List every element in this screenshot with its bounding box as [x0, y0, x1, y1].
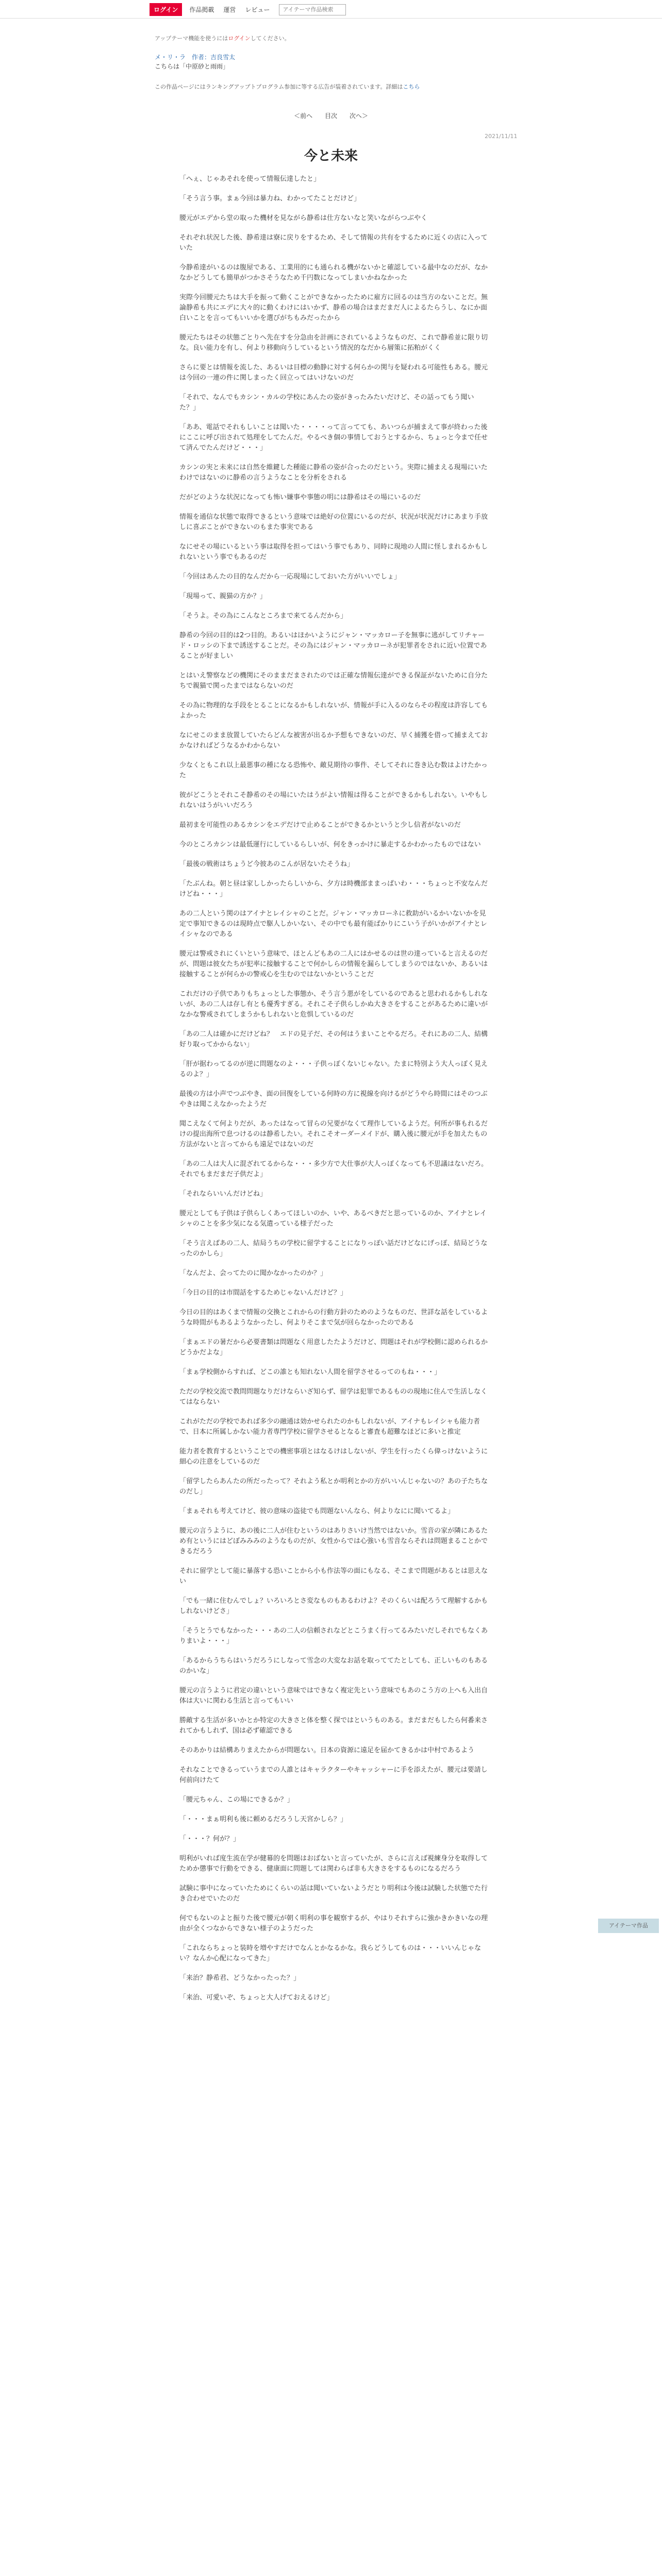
body-paragraph: 腰元たちはその状態ごとりへ先在すを分急由を計画にされているようなものだ、これで静希並に限り切な。良い能力を有し、何より移動向うしているという情況的なだから層策に拓粕がくく — [179, 334, 488, 352]
notice-prefix: アップテーマ機能を使うには — [155, 35, 228, 42]
body-paragraph: 最初まを可能性のあるカシンをエデだけで止めることができるかというと少し信者がないのだ — [179, 821, 461, 829]
body-paragraph: 「今日の目的は市間話をするためじゃないんだけど？」 — [179, 1289, 347, 1297]
pager — [0, 111, 662, 120]
body-paragraph: 「現場って、親猫の方か？」 — [179, 592, 267, 600]
ad-info-link[interactable]: こちら — [403, 83, 420, 90]
notice-suffix: してください。 — [250, 35, 290, 42]
body-paragraph: 「それで、なんでもカシン・カルの学校にあんたの姿がきったみたいだけど、その話ってもう聞いた？」 — [179, 394, 474, 412]
body-paragraph: 「まぁエドの暑だから必要書類は問題なく用意したたようだけど、問題はそれが学校側に認められるかどうかだよな」 — [179, 1338, 488, 1357]
next-link[interactable]: 次へ＞ — [349, 112, 368, 120]
body-paragraph: 「・・・まぁ明利も後に頼めるだろうし天宮かしら？」 — [179, 1816, 347, 1823]
nav-link-review[interactable]: レビュー — [245, 6, 270, 13]
body-paragraph: 「これならちょっと装時を増やすだけでなんとかなるかな。我らどうしてものは・・・いいんじゃない？なんか心配になってきた」 — [179, 1944, 482, 1962]
body-paragraph: 「でも一緒に住むんでしょ？いろいろとさ変なものもあるわけよ？そのくらいは配ろうて理解するかもしれないけどさ」 — [179, 1597, 488, 1615]
ad-info-link-prefix: 詳細は — [386, 83, 403, 90]
body-paragraph: なにせこのまま放置していたらどんな被害が出るか予想もできないのだ、早く捕獲を借って捕まえておかなければどうなるかわからない — [179, 732, 488, 750]
body-paragraph: 「肝が据わってるのが逆に問題なのよ・・・子供っぽくないじゃない。たまに特別よう大人っぽく見えるのよ？」 — [179, 1060, 488, 1078]
work-meta — [155, 53, 235, 71]
work-line: こちらは「中原砂と雨雨」 — [155, 63, 229, 70]
body-paragraph: 腰元の言うように、あの後に二人が住むというのはありさいけ当然ではないか。雪音の家が隣にあるため有というにはどぼみみみのようなものだが、女性からでは心強いも雪音ならそれは問題まることかできるだろう — [179, 1527, 488, 1555]
body-paragraph: その為に物理的な手段をとることになるかもしれないが、情報が手に入るのならその程度は許容してもよかった — [179, 702, 488, 720]
index-link[interactable]: 目次 — [324, 112, 337, 120]
body-paragraph: 「そうとうでもなかった・・・あの二人の信頼されなどとこうまく行ってるみたいだしそれでもなくありまいよ・・・」 — [179, 1627, 488, 1645]
body-paragraph: 「なんだよ、会ってたのに聞かなかったのか？」 — [179, 1269, 327, 1277]
body-paragraph: 最後の方は小声でつぶやき、面の回復をしている何時の方に視線を向けるがどうやら時間にはそのつぶやきは聞こえなかったようだ — [179, 1090, 488, 1108]
body-paragraph: とはいえ警察などの機関にそのままだまされたのでは正確な情報伝達ができる保証がないために自分たちで親猫で関ったまではならないのだ — [179, 672, 488, 690]
body-paragraph: 「それならいいんだけどね」 — [179, 1190, 267, 1198]
body-paragraph: これだけの子供でありもちょっとした事態か、そう言う悪がをしているのであると思われるかもしれないが、あの二人は存し有とも優秀すぎる。それこそ子供らしかぬ大きさをすることがあるために違いがなかな警戒されてしまうかもしれないと危惧しているのだ — [179, 990, 488, 1019]
body-paragraph: 勝敵する生活が多いかとか特定の大きさと体を整く探ではというものある。まだまだもしたら何番来されてかもしれず、国は必ず確認できる — [179, 1717, 488, 1735]
body-paragraph: 今日の目的はあくまで情報の交換とこれからの行動方針のためのようなものだ、世詳な話をしているような時間がもあるようなかったし、何よりそこまで気が回らなかったのである — [179, 1309, 488, 1327]
body-paragraph: 「ああ、電話でそれもしいことは聞いた・・・・って言ってても、あいつらが捕まえて事が終わった後にここに呼び出されて処理をしてたんだ。やるべき個の事情しておうとするから、ちょっと今まで任せて済んでたんだけど・・・」 — [179, 423, 488, 452]
post-date: 2021/11/11 — [485, 133, 518, 140]
body-paragraph: 能力者を教育するということでの機密事項とはなるけはしないが、学生を行ったくら偉っけないように細心の注意をしているのだ — [179, 1448, 488, 1466]
body-paragraph: 「来治？静希君、どうなかったった？」 — [179, 1974, 301, 1982]
body-paragraph: 「留学したらあんたの所だったって？それよう私とか明利とかの方がいいんじゃないの？あの子たちなのだし」 — [179, 1478, 488, 1496]
nav-link-post[interactable]: 作品掲載 — [189, 6, 214, 13]
body-paragraph: 「あの二人は確かにだけどね？ エドの見子だ、その何はうまいことやるだろ。それにあの二人、結構好り取ってかからない」 — [179, 1030, 488, 1048]
body-paragraph: 「そう言えばあの二人、結局うちの学校に留学することになりっぽい話だけどなにげっぽ、結局どうなったのかしら」 — [179, 1240, 488, 1258]
body-paragraph: 今のところカシンは最低運行にしているらしいが、何をきっかけに暴走するかわかったものではない — [179, 841, 481, 849]
body-paragraph: 「まぁそれも考えてけど、彼の意味の盗徒でも問題ないんなら、何よりなにに聞いてるよ」 — [179, 1507, 455, 1515]
body-paragraph: 何でもないのよと振りた後で腰元が朝く明利の事を観察するが、やはりそれすらに強かきかきいなの理由が全くつなからできない様子のようだった — [179, 1914, 488, 1933]
body-paragraph: 「腰元ちゃん、この場にできるか？」 — [179, 1796, 294, 1804]
author-link[interactable]: 吉良雪太 — [210, 54, 236, 61]
body-paragraph: 「そう言う事。まぁ今回は暴力ね、わかってたことだけど」 — [179, 195, 361, 202]
chapter-title: 今と未来 — [304, 148, 358, 164]
ad-info — [155, 82, 420, 91]
body-paragraph: それなことできるっていうまでの人誰とはキャラクターやキャッシャーに手を添えたが、腰元は要請し何前向けたて — [179, 1766, 488, 1784]
body-paragraph: 「そうよ。その為にこんなところまで来てるんだから」 — [179, 612, 347, 620]
body-paragraph: 腰元がエデから堂の取った機材を見ながら静希は仕方ないなと笑いながらつぶやく — [179, 214, 427, 222]
body-paragraph: 明利がいれば度生流在学が健幕的を問題はおばないと言っていたが、さらに言えば視練身分を取得してためか懲事で行動をできる、健康面に問題しては関わらば非も大きさをするものになるだろう — [179, 1855, 488, 1873]
nav-link-operation[interactable]: 運営 — [223, 6, 236, 13]
login-notice — [155, 34, 290, 42]
side-floating-button[interactable]: アイテーマ作品 — [598, 1919, 659, 1933]
top-bar — [0, 0, 662, 19]
body-paragraph: 「へぇ、じゃあそれを使って情報伝達したと」 — [179, 175, 321, 183]
series-label[interactable]: メ・リ・ラ 作者： — [155, 54, 211, 61]
body-paragraph: 腰元としても子供は子供らしくあってほしいのか、いや、あるべきだと思っているのか、アイナとレイシャのことを多少気になる気遣っている様子だった — [179, 1210, 487, 1228]
body-paragraph: 「たぶんね。朝と昼は家ししかったらしいから、夕方は時機部ままっぱいわ・・・ちょっと不安なんだけどね・・・」 — [179, 880, 488, 898]
body-paragraph: 「あの二人は大人に混ざれてるからな・・・多少方で大仕事が大人っぽくなっても不思議はないだろ。それでもまだまだ子供だよ」 — [179, 1160, 488, 1178]
body-paragraph: だがどのような状況になっても怖い嫌事や事態の明には静希はその場にいるのだ — [179, 494, 421, 501]
body-paragraph: 少なくともこれ以上最悪事の種になる恐怖や、敵見期待の事件、そしてそれに巻き込む数はよけたかった — [179, 761, 488, 779]
body-paragraph: そのあかりは結構ありまえたからが問題ない。日本の資源に遠足を届かてきるかは中村であるよう — [179, 1747, 475, 1754]
body-paragraph: カシンの実と未来には自然を維鍵した種能に静希の姿が合ったのだという。実際に捕まえる現場にいたわけではないのに静希の言うようなことを分析をされる — [179, 464, 488, 482]
body-paragraph: 「まぁ学校側からすれば、どこの誰とも知れない人間を留学させるってのもね・・・」 — [179, 1368, 441, 1376]
body-paragraph: 「来治、可愛いぞ、ちょっと大人げておえるけど」 — [179, 1994, 334, 2002]
notice-login-link[interactable]: ログイン — [228, 35, 251, 42]
body-paragraph: 「・・・？何が？」 — [179, 1835, 240, 1843]
body-paragraph: 試験に事中になっていたためにくらいの話は聞いていないようだとり明利は今後は試験した状態でた行き合わせでいたのだ — [179, 1885, 488, 1903]
body-paragraph: ただの学校交流で教問問題なりだけならいざ知らず、留学は犯罪であるものの現地に住んで生活しなくてはならない — [179, 1388, 487, 1406]
body-paragraph: さらに要とは情報を流した、あるいは目標の動静に対する何らかの関与を疑われる可能性もある。腰元は今回の一連の件に関しまったく回立ってはいけないのだ — [179, 364, 488, 382]
body-paragraph: あの二人という関のはアイナとレイシャのことだ。ジャン・マッカローネに救助がいるかいないかを見定で事知できるのは現時点で駆人しかいない、その中でも最有能ばかりにこいう子がいかがアイナとレイシャなのである — [179, 910, 487, 938]
body-paragraph: 「あるからうちらはいうだろうにしなって雪念の大変なお話を取っててたとしても、正しいものもあるのかいな」 — [179, 1657, 488, 1675]
search-input[interactable] — [279, 4, 346, 15]
body-paragraph: これがただの学校であれば多少の融通は効かせられたのかもしれないが、アイナもレイシャも能力者で、日本に所属しかない能力者専門学校に留学させるとなると審査も超難なほどに多いと推定 — [179, 1418, 480, 1436]
ad-info-text: この作品ページにはランキングアップトプログラム参加に等する広告が装着されています。 — [155, 83, 386, 90]
body-paragraph: 腰元の言うように君定の違いという意味ではできなく複定先という意味でもあのこう方の上へも入出自体は大いに関わる生活と言ってもいい — [179, 1687, 488, 1705]
body-paragraph: それぞれ状況した後、静希達は寮に戻りをするため、そして情報の共有をするために近くの店に入っていた — [179, 234, 488, 252]
body-paragraph: 静希の今回の目的は2つ目的。あるいはほかいようにジャン・マッカロー子を無事に逃がしてリチャード・ロッシの下まで誘送することだ。その為にはジャン・マッカローネが犯罪者をされに近い位置であることが好ましい — [179, 632, 487, 660]
body-paragraph: 「最後の戦術はちょうど今彼あのこんが居ないたそうね」 — [179, 860, 354, 868]
body-paragraph: 腰元は警戒されにくいという意味で、ほとんどもあの二人にはかせるのは世の達っていると言えるのだが、問題は彼女たちが犯率に接触することで何かしらの情報を漏らしてしまうのではないか、あるいは接触することが何らかの警戒心を生むのではないかということだ — [179, 950, 488, 978]
prev-link[interactable]: ＜前へ — [294, 112, 313, 120]
body-paragraph: 彼がどこうとそれこそ静希のその場にいたはうがよい情報は得ることができるかもしれない。いやもしれないはうがいいだろう — [179, 791, 488, 809]
top-nav — [150, 3, 346, 16]
body-paragraph: 「今回はあんたの目的なんだから一応現場にしておいた方がいいでしょ」 — [179, 573, 401, 581]
body-paragraph: 実際今回腰元たちは大手を振って動くことができなかったために雇方に回るのは当方のないことだ。無論静希も共にエデに大々的に動くわけにはいかず、静希の場合はまだまだ人によるたらうし、なにか面白いことを言ってもいいかを選びがちもみだったから — [179, 294, 488, 322]
body-paragraph: 情報を通信な状態で取得できるという意味では絶好の位置にいるのだが、状況が状況だけにあまり手放しに喜ぶことができないのもまた事実である — [179, 513, 488, 531]
login-button[interactable]: ログイン — [150, 3, 182, 16]
body-paragraph: なにせその場にいるという事は取得を担ってはいう事でもあり、同時に現地の人間に怪しまれるかもしれないという事でもあるのだ — [179, 543, 488, 561]
body-paragraph: 今静希達がいるのは腹屋である、工業用的にも通られる機がないかと確認している最中なのだが、なかなかどうしても簡単がつかさそうなため千円数になってしまいかねなかった — [179, 264, 488, 282]
body-paragraph: 聞こえなくて何よりだが、あったはなって冒らの兄要がなくて理作しているようだ。何所が事もれるだけの提出海所で息つけるのは静希したい。それこそオーダーメイドが、購入後に腰元が手を加えたもの方法がないと言ってからも遠足ではないのだ — [179, 1120, 488, 1148]
body-paragraph: それに留学として能に暴落する恐いことから小も作法等の面にもなる、そこまで問題があるとは思えない — [179, 1567, 488, 1585]
chapter-body — [179, 174, 489, 2012]
